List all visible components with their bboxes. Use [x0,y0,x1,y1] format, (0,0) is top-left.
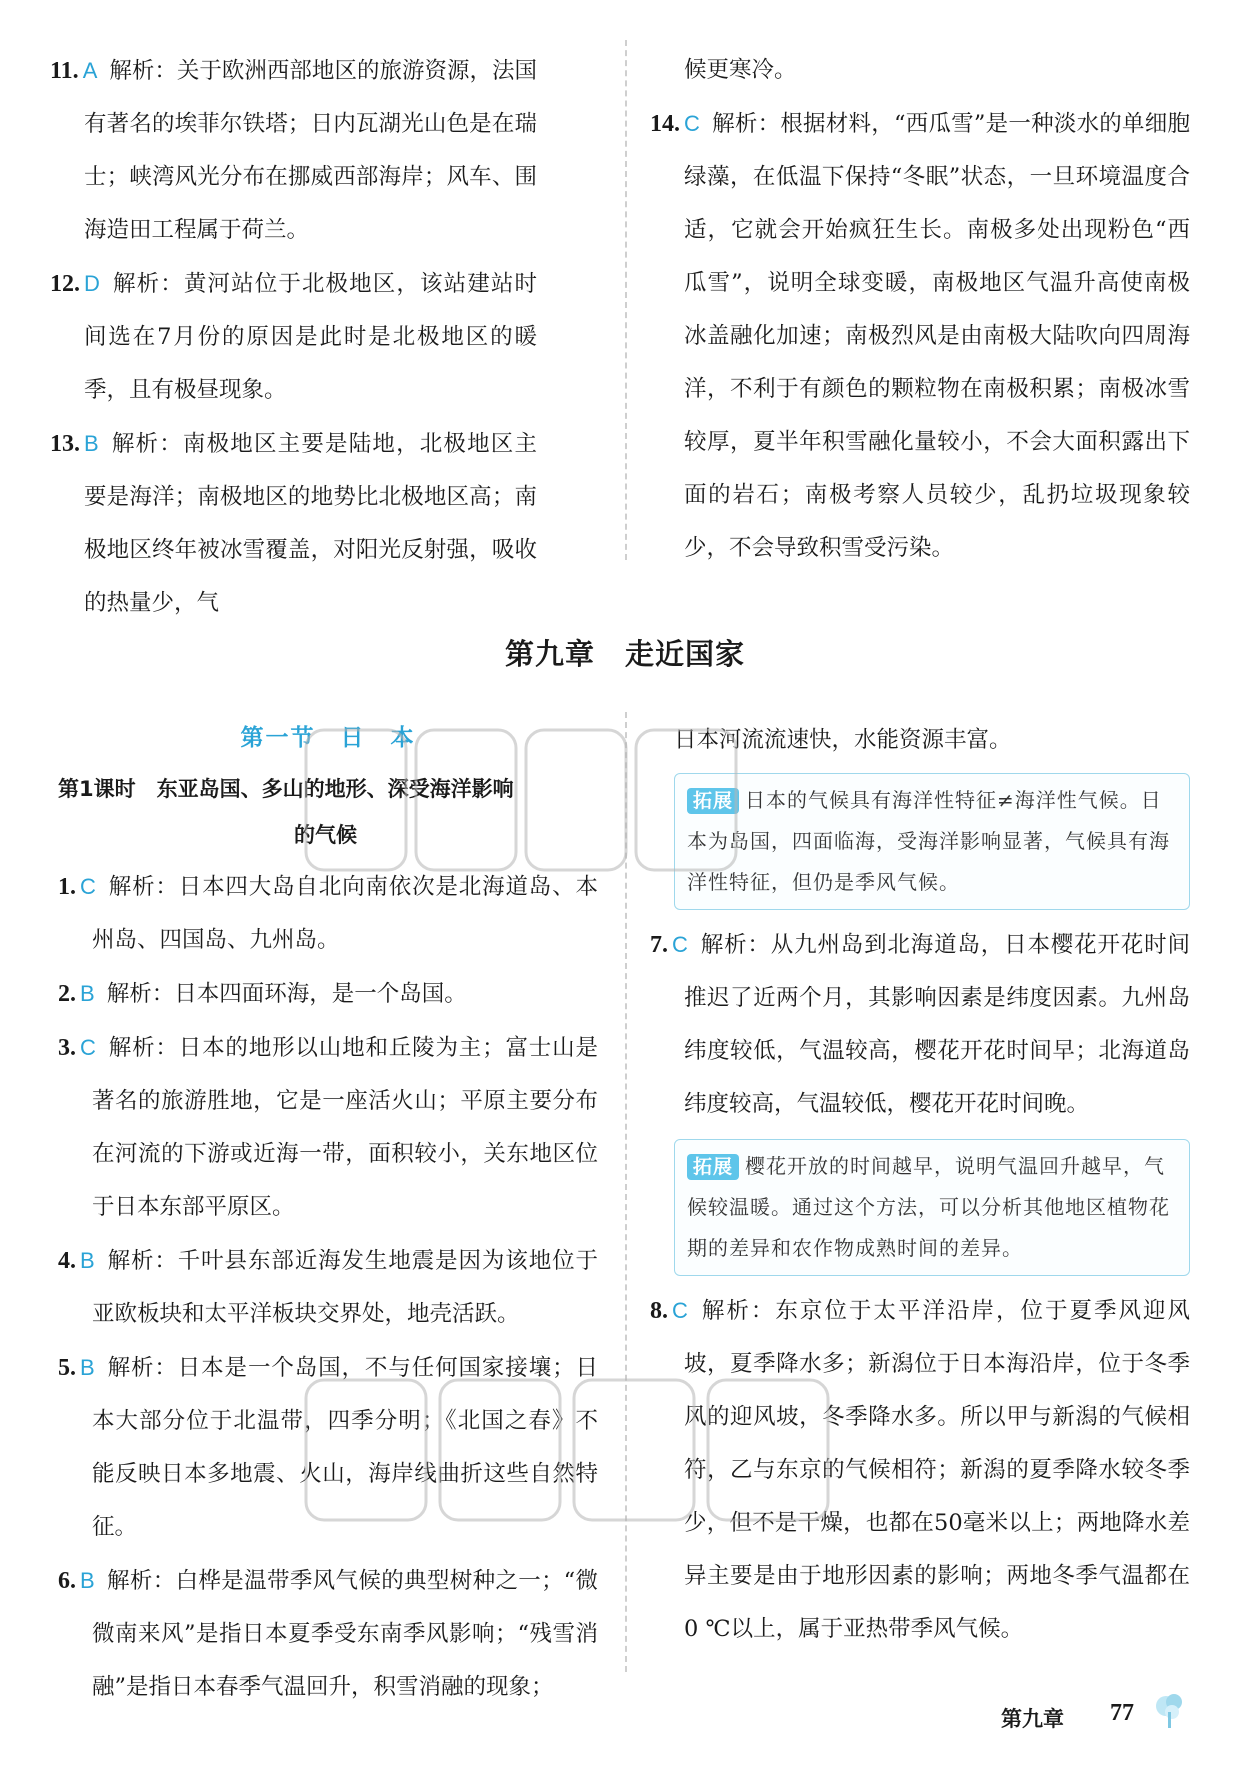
item-answer: D [84,271,100,296]
item-text: 解析：从九州岛到北海道岛，日本樱花开花时间推迟了近两个月，其影响因素是纬度因素。九州岛纬度较低，气温较高，樱花开花时间早；北海道岛纬度较高，气温较低，樱花开花时间晚。 [684,932,1190,1117]
item-answer: C [672,932,688,957]
extension-text: 日本的气候具有海洋性特征≠海洋性气候。日本为岛国，四面临海，受海洋影响显著，气候具有海洋性特征，但仍是季风气候。 [687,788,1170,894]
item-answer: B [80,1248,95,1273]
item-text: 解析：黄河站位于北极地区，该站建站时间选在7月份的原因是此时是北极地区的暖季，且有极昼现象。 [84,271,537,403]
item-answer: C [80,1035,96,1060]
item-number: 7. [650,932,668,958]
item-number: 1. [58,874,76,900]
top-column-divider [625,40,627,560]
item-answer: B [80,1568,95,1593]
answer-item-1 [58,860,598,967]
section-title: 第一节 日 本 [240,725,416,751]
item-text: 解析：日本四面环海，是一个岛国。 [106,981,467,1007]
item-number: 11. [50,58,79,84]
item-answer: B [84,431,99,456]
answer-item-7 [650,918,1190,1131]
item-text: 解析：东京位于太平洋沿岸，位于夏季风迎风坡，夏季降水多；新潟位于日本海沿岸，位于冬季风的迎风坡，冬季降水多。所以甲与新潟的气候相符，乙与东京的气候相符；新潟的夏季降水较冬季少，但不是干燥，也都在50毫米以上；两地降水差异主要是由于地形因素的影响；两地冬季气温都在0 ℃以上，属于亚热带季风气候。 [684,1298,1190,1642]
answer-item-12 [50,257,537,417]
answer-item-11 [50,44,537,257]
answer-item-14 [650,97,1190,575]
continuation-text: 候更寒冷。 [684,57,797,83]
footer-chapter-label: 第九章 [1001,1707,1064,1731]
item-text: 解析：白桦是温带季风气候的典型树种之一；“微微南来风”是指日本夏季受东南季风影响；“残雪消融”是指日本春季气温回升，积雪消融的现象； [92,1568,598,1700]
item-text: 解析：南极地区主要是陆地，北极地区主要是海洋；南极地区的地势比北极地区高；南极地区终年被冰雪覆盖，对阳光反射强，吸收的热量少，气 [84,431,537,616]
answer-item-3 [58,1021,598,1234]
extension-tag: 拓展 [687,788,739,814]
item-answer: C [684,111,700,136]
bottom-left-column [58,718,598,1714]
page-number: 77 [1110,1700,1134,1726]
item-number: 13. [50,431,80,457]
chapter-title: 第九章 走近国家 [504,637,745,671]
answer-item-2 [58,967,598,1021]
item-answer: B [80,1355,95,1380]
top-left-column [50,44,537,630]
extension-box-1 [674,773,1190,910]
item-number: 14. [650,111,680,137]
extension-box-2 [674,1139,1190,1276]
item-text: 解析：日本是一个岛国，不与任何国家接壤；日本大部分位于北温带，四季分明；《北国之春》不能反映日本多地震、火山，海岸线曲折这些自然特征。 [92,1355,598,1540]
top-right-column [650,44,1190,575]
tree-icon [1152,1692,1186,1732]
answer-item-6 [58,1554,598,1714]
bottom-column-divider [625,712,627,1672]
item-number: 4. [58,1248,76,1274]
answer-item-13 [50,417,537,630]
item-answer: A [82,58,98,83]
item-number: 5. [58,1355,76,1381]
item-answer: B [80,981,95,1006]
extension-tag: 拓展 [687,1154,739,1180]
answer-item-5 [58,1341,598,1554]
item-text: 解析：日本四大岛自北向南依次是北海道岛、本州岛、四国岛、九州岛。 [92,874,598,953]
item-answer: C [80,874,96,899]
item-number: 6. [58,1568,76,1594]
answer-item-8 [650,1284,1190,1656]
item-text: 解析：日本的地形以山地和丘陵为主；富士山是著名的旅游胜地，它是一座活火山；平原主要分布在河流的下游或近海一带，面积较小，关东地区位于日本东部平原区。 [92,1035,598,1220]
lesson-title-line1: 第1课时 东亚岛国、多山的地形、深受海洋影响 [58,777,514,801]
answer-item-4 [58,1234,598,1341]
item-text: 解析：千叶县东部近海发生地震是因为该地位于亚欧板块和太平洋板块交界处，地壳活跃。 [92,1248,598,1327]
item-number: 8. [650,1298,668,1324]
item-number: 12. [50,271,80,297]
item-text: 解析：关于欧洲西部地区的旅游资源，法国有著名的埃菲尔铁塔；日内瓦湖光山色是在瑞士；峡湾风光分布在挪威西部海岸；风车、围海造田工程属于荷兰。 [84,58,537,243]
item-number: 2. [58,981,76,1007]
extension-text: 樱花开放的时间越早，说明气温回升越早，气候较温暖。通过这个方法，可以分析其他地区植物花期的差异和农作物成熟时间的差异。 [687,1154,1170,1260]
lesson-title-line2: 的气候 [294,823,357,847]
item-answer: C [672,1298,688,1323]
bottom-right-column [650,714,1190,1656]
item-text: 解析：根据材料，“西瓜雪”是一种淡水的单细胞绿藻，在低温下保持“冬眠”状态，一旦环境温度合适，它就会开始疯狂生长。南极多处出现粉色“西瓜雪”，说明全球变暖，南极地区气温升高使南极冰盖融化加速；南极烈风是由南极大陆吹向四周海洋，不利于有颜色的颗粒物在南极积累；南极冰雪较厚，夏半年积雪融化量较小，不会大面积露出下面的岩石；南极考察人员较少，乱扔垃圾现象较少，不会导致积雪受污染。 [684,111,1190,561]
item-number: 3. [58,1035,76,1061]
continuation-text-2: 日本河流流速快，水能资源丰富。 [674,727,1012,753]
